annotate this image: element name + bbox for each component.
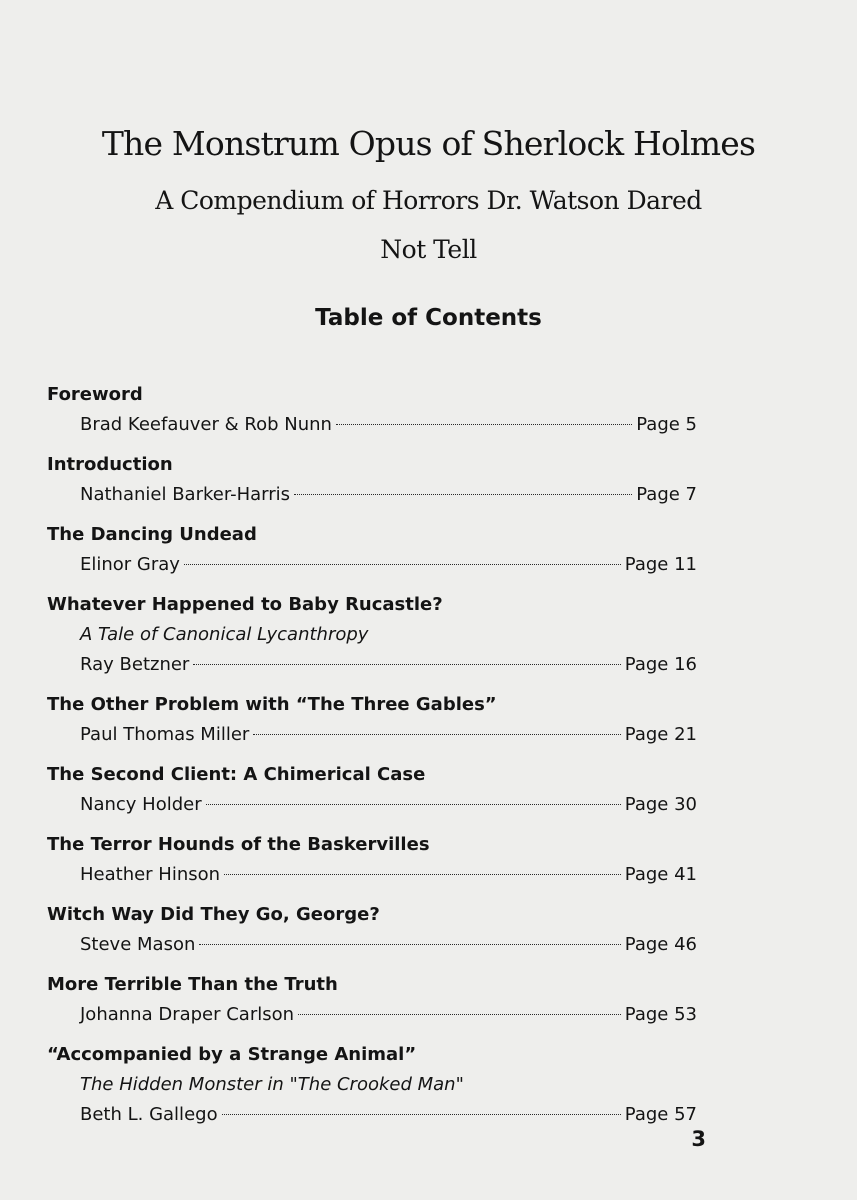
toc-entry-author: Elinor Gray [80,554,180,575]
toc-entry-title: More Terrible Than the Truth [47,974,338,995]
toc-entry-title: “Accompanied by a Strange Animal” [47,1044,417,1065]
dot-leader [193,664,620,665]
toc-entry-title: Introduction [47,454,173,475]
toc-entry-line [47,860,697,890]
dot-leader [184,564,621,565]
toc-entry-page: Page 41 [624,864,697,885]
toc-entry-line [47,480,697,510]
dot-leader [294,494,632,495]
toc-entry-page: Page 53 [624,1004,697,1025]
toc-entry-page: Page 16 [624,654,697,675]
toc-entry [47,830,697,890]
toc-entry-page: Page 57 [624,1104,697,1125]
toc-entry-author: Ray Betzner [80,654,190,675]
toc-entry [47,760,697,820]
dot-leader [224,874,621,875]
toc-entry-line [47,720,697,750]
toc-entry-author: Beth L. Gallego [80,1104,218,1125]
toc-entry-author: Nancy Holder [80,794,202,815]
table-of-contents [47,380,697,1140]
toc-entry-author: Johanna Draper Carlson [80,1004,295,1025]
toc-entry-title: The Dancing Undead [47,524,257,545]
toc-entry-title: The Second Client: A Chimerical Case [47,764,426,785]
toc-entry-author: Steve Mason [80,934,196,955]
toc-entry-page: Page 21 [624,724,697,745]
dot-leader [253,734,621,735]
toc-heading: Table of Contents [315,305,542,331]
toc-entry-line [47,930,697,960]
toc-entry-subtitle: The Hidden Monster in "The Crooked Man" [80,1074,464,1095]
toc-entry [47,520,697,580]
toc-entry-page: Page 11 [624,554,697,575]
toc-entry [47,900,697,960]
toc-entry-author: Heather Hinson [80,864,221,885]
toc-entry-line [47,550,697,580]
toc-entry [47,970,697,1030]
toc-entry-line [47,1100,697,1130]
dot-leader [199,944,620,945]
toc-entry-page: Page 30 [624,794,697,815]
book-title: The Monstrum Opus of Sherlock Holmes [101,124,756,163]
toc-entry [47,590,697,680]
toc-entry [47,1040,697,1130]
dot-leader [336,424,632,425]
toc-entry-page: Page 5 [636,414,697,435]
toc-entry-author: Nathaniel Barker-Harris [80,484,291,505]
toc-entry-line [47,1000,697,1030]
toc-entry-line [47,790,697,820]
toc-entry-author: Paul Thomas Miller [80,724,250,745]
dot-leader [222,1114,621,1115]
toc-entry-line [47,410,697,440]
toc-entry-title: The Other Problem with “The Three Gables” [47,694,497,715]
toc-entry-line [47,650,697,680]
toc-entry-title: Witch Way Did They Go, George? [47,904,380,925]
page-number: 3 [691,1127,706,1151]
toc-entry [47,690,697,750]
dot-leader [298,1014,621,1015]
toc-entry-author: Brad Keefauver & Rob Nunn [80,414,332,435]
toc-entry-page: Page 7 [636,484,697,505]
toc-entry-title: Foreword [47,384,143,405]
toc-entry-page: Page 46 [624,934,697,955]
toc-entry-title: Whatever Happened to Baby Rucastle? [47,594,443,615]
dot-leader [206,804,621,805]
toc-entry [47,450,697,510]
toc-entry-title: The Terror Hounds of the Baskervilles [47,834,430,855]
toc-entry [47,380,697,440]
book-subtitle: A Compendium of Horrors Dr. Watson Dared Not Tell [155,186,702,264]
toc-entry-subtitle: A Tale of Canonical Lycanthropy [80,624,369,645]
